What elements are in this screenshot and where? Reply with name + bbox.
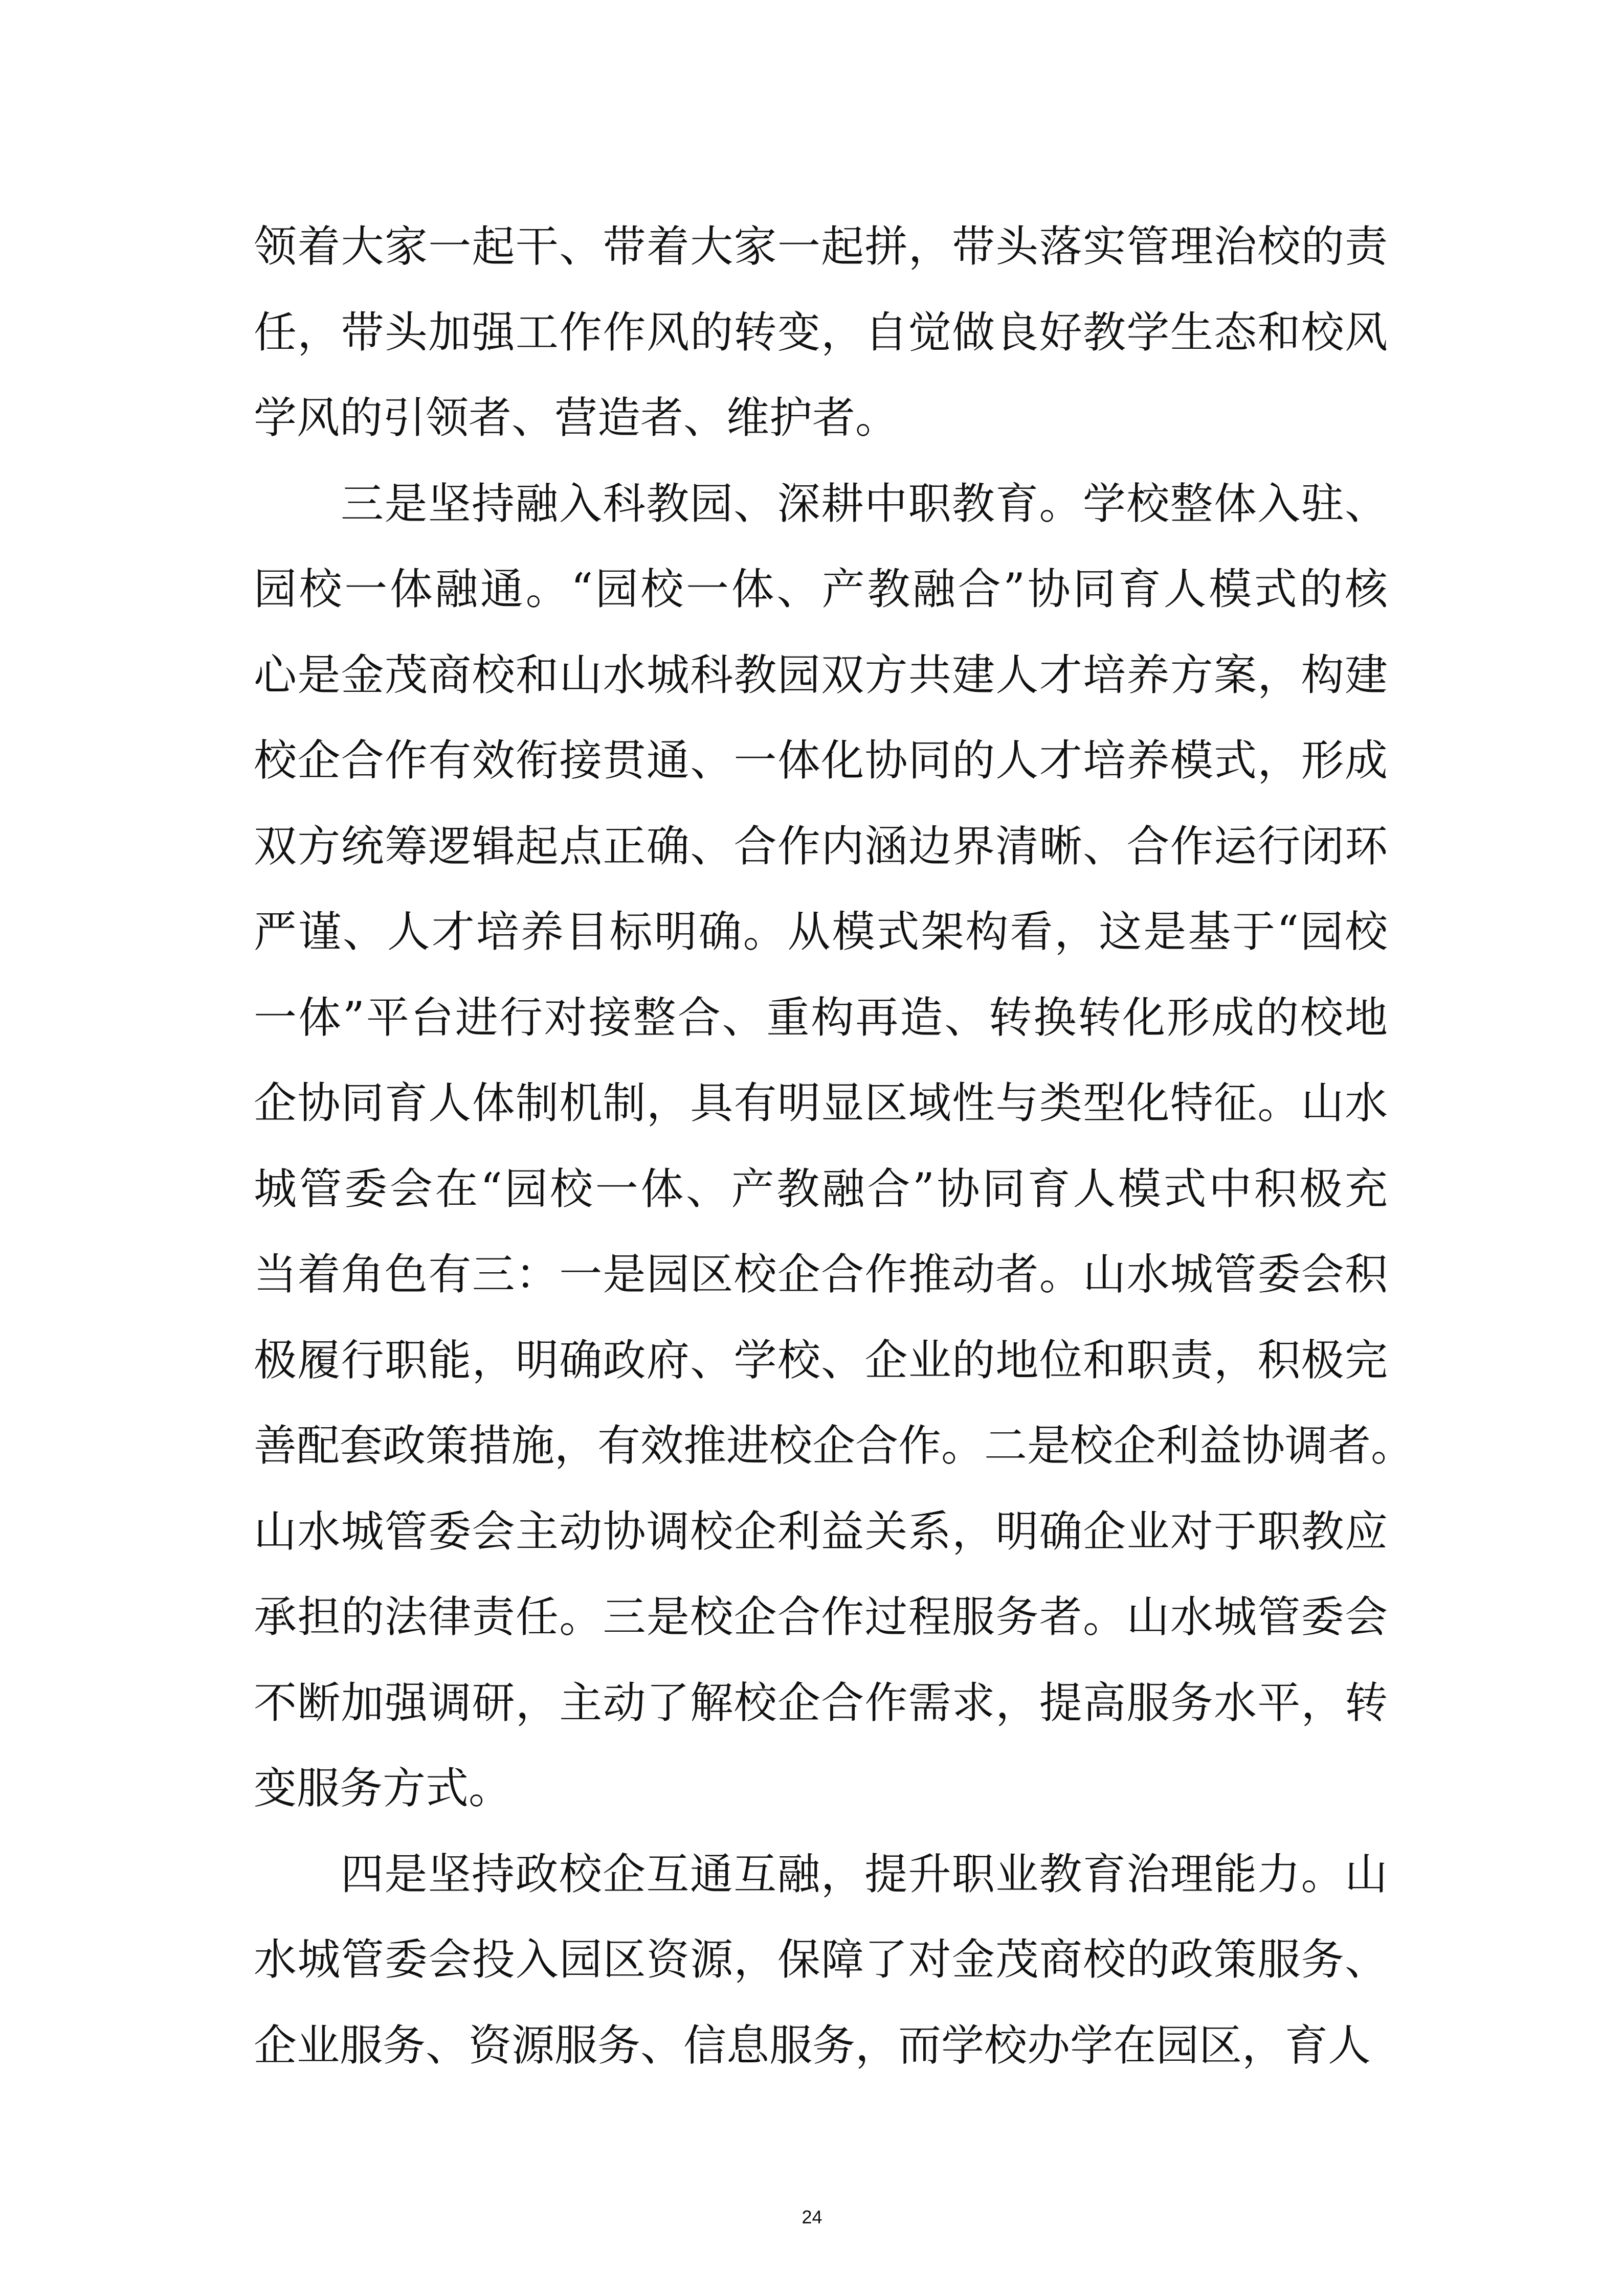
page-number: 24 [802,2207,822,2227]
text-line: 园校一体融通。“园校一体、产教融合”协同育人模式的核 [254,564,1388,614]
text-line: 严谨、人才培养目标明确。从模式架构看，这是基于“园校 [254,907,1388,957]
text-line: 变服务方式。 [254,1763,512,1813]
text-line: 任，带头加强工作作风的转变，自觉做良好教学生态和校风 [254,307,1388,357]
body-text [254,204,1414,2088]
text-line: 三是坚持融入科教园、深耕中职教育。学校整体入驻、 [341,478,1388,529]
text-line: 城管委会在“园校一体、产教融合”协同育人模式中积极充 [254,1163,1388,1214]
text-line: 学风的引领者、营造者、维护者。 [254,393,899,443]
text-line: 一体”平台进行对接整合、重构再造、转换转化形成的校地 [254,992,1388,1043]
text-line: 企协同育人体制机制，具有明显区域性与类型化特征。山水 [254,1078,1388,1128]
text-line: 善配套政策措施，有效推进校企合作。二是校企利益协调者。 [254,1421,1414,1471]
text-line: 企业服务、资源服务、信息服务，而学校办学在园区，育人 [254,2020,1371,2070]
text-line: 双方统筹逻辑起点正确、合作内涵边界清晰、合作运行闭环 [254,821,1388,871]
text-line: 四是坚持政校企互通互融，提升职业教育治理能力。山 [341,1849,1388,1899]
paragraph [254,1832,1388,2089]
text-line: 承担的法律责任。三是校企合作过程服务者。山水城管委会 [254,1592,1388,1642]
text-line: 山水城管委会主动协调校企利益关系，明确企业对于职教应 [254,1506,1388,1557]
paragraph [254,461,1414,1832]
text-line: 当着角色有三：一是园区校企合作推动者。山水城管委会积 [254,1249,1388,1299]
text-line: 极履行职能，明确政府、学校、企业的地位和职责，积极完 [254,1335,1388,1385]
text-line: 水城管委会投入园区资源，保障了对金茂商校的政策服务、 [254,1934,1388,1985]
text-line: 不断加强调研，主动了解校企合作需求，提高服务水平，转 [254,1677,1388,1728]
text-line: 心是金茂商校和山水城科教园双方共建人才培养方案，构建 [254,649,1388,700]
text-line: 领着大家一起干、带着大家一起拼，带头落实管理治校的责 [254,221,1388,272]
paragraph [254,204,1388,461]
text-line: 校企合作有效衔接贯通、一体化协同的人才培养模式，形成 [254,735,1388,785]
